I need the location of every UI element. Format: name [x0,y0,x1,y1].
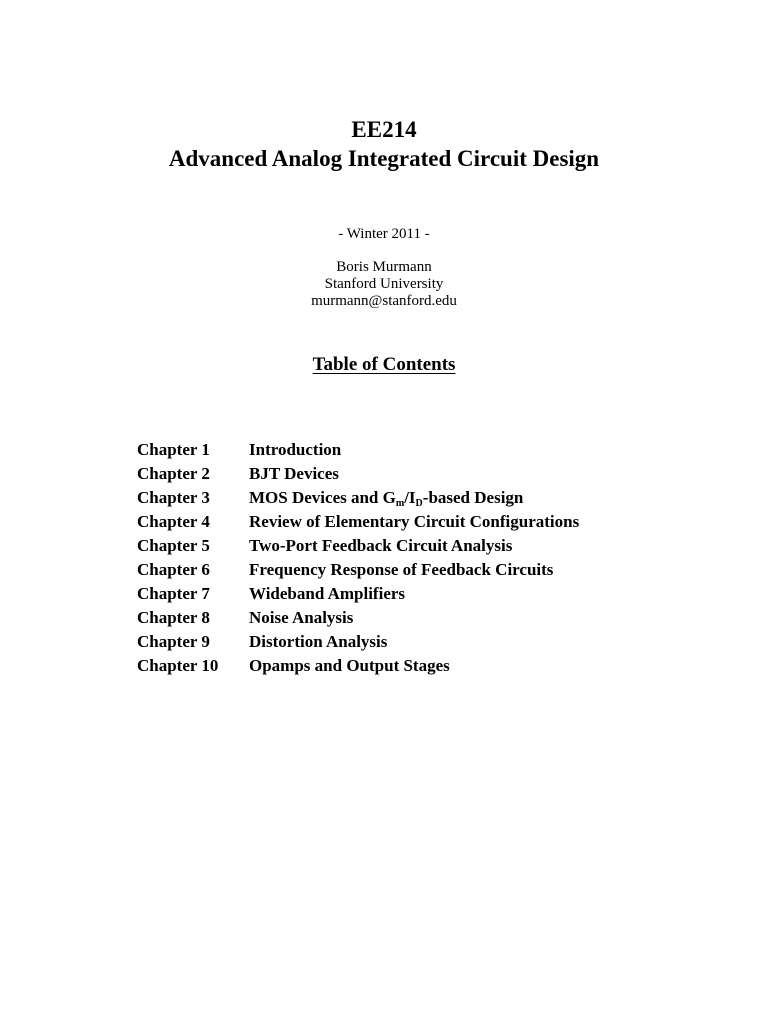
toc-chapter: Chapter 2 [137,464,210,483]
toc-title [249,486,697,510]
toc-row [137,486,697,510]
author-affiliation: Stanford University [324,276,444,292]
table-of-contents [137,438,697,678]
toc-row [137,462,697,486]
toc-row [137,510,697,534]
toc-chapter: Chapter 7 [137,584,210,603]
toc-chapter: Chapter 9 [137,632,210,651]
toc-heading-text: Table of Contents [312,354,456,375]
toc-row [137,558,697,582]
toc-chapter: Chapter 8 [137,608,210,627]
toc-title-part: MOS Devices and G [249,488,396,507]
author-name: Boris Murmann [336,259,432,275]
toc-title: Two-Port Feedback Circuit Analysis [249,536,513,555]
toc-row [137,606,697,630]
toc-title-subscript: m [395,498,405,509]
toc-title: Distortion Analysis [249,632,388,651]
toc-title: Introduction [249,440,342,459]
toc-chapter: Chapter 6 [137,560,210,579]
toc-title: Review of Elementary Circuit Configurations [249,512,580,531]
author-email: murmann@stanford.edu [311,293,457,309]
toc-row [137,582,697,606]
toc-title-part: -based Design [422,488,524,507]
toc-row [137,534,697,558]
toc-chapter: Chapter 10 [137,656,219,675]
toc-title: Wideband Amplifiers [249,584,406,603]
toc-title-subscript: D [415,498,423,509]
toc-chapter: Chapter 3 [137,488,210,507]
course-title: Advanced Analog Integrated Circuit Design [168,146,600,171]
toc-row [137,630,697,654]
toc-title: BJT Devices [249,464,339,483]
toc-title: Noise Analysis [249,608,354,627]
toc-row [137,438,697,462]
toc-heading [0,353,768,377]
term: - Winter 2011 - [338,226,430,242]
toc-chapter: Chapter 4 [137,512,210,531]
toc-chapter: Chapter 5 [137,536,210,555]
toc-title: Opamps and Output Stages [249,656,450,675]
toc-chapter: Chapter 1 [137,440,210,459]
toc-title-part: /I [404,488,416,507]
toc-row [137,654,697,678]
course-code: EE214 [351,117,417,142]
toc-title: Frequency Response of Feedback Circuits [249,560,554,579]
